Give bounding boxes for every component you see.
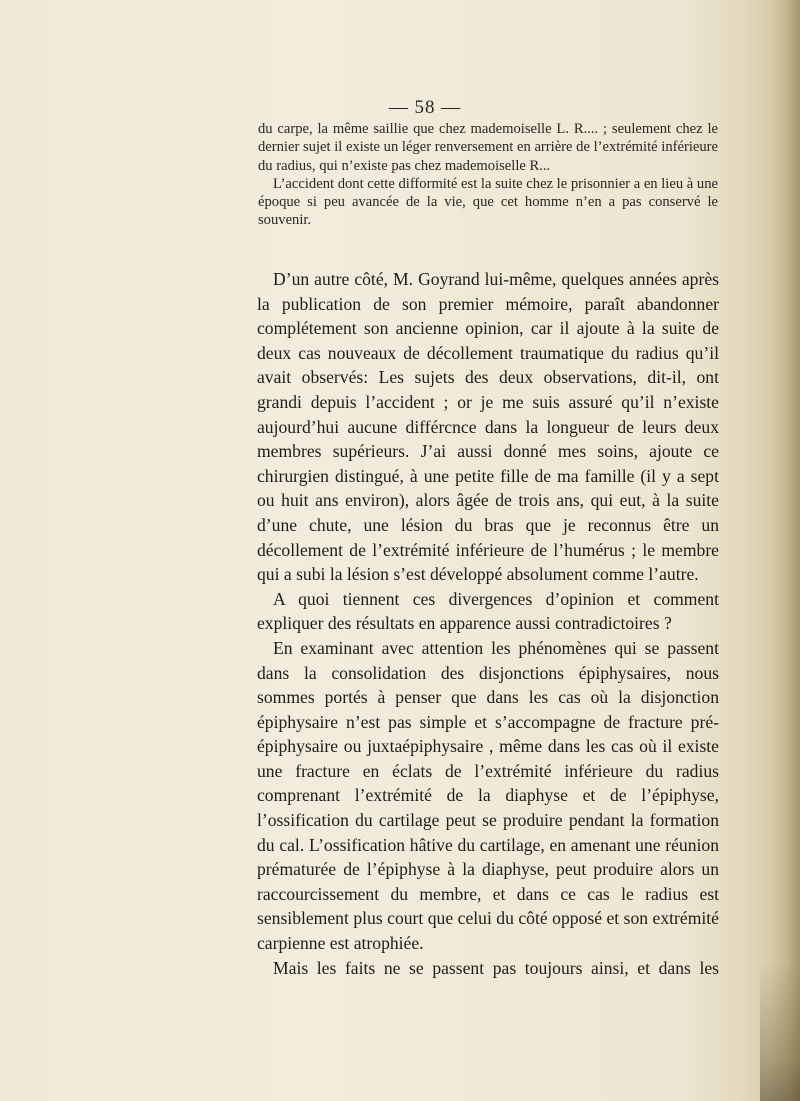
body-paragraph: D’un autre côté, M. Goyrand lui-même, quelques années après la publication de son premier mémoire, paraît abandonner complétement son ancienne opinion, car il ajoute à la suite de deux cas nouveaux de décollement traumatique du radius qu’il avait observés: Les sujets des deux observations, dit-il, ont grandi depuis l’accident ; or je me suis assuré qu’il n’existe aujourd’hui aucune différcnce dans la longueur de leurs deux membres supérieurs. J’ai aussi donné mes soins, ajoute ce chirurgien distingué, à une petite fille de ma famille (il y a sept ou huit ans environ), alors âgée de trois ans, qui eut, à la suite d’une chute, une lésion du bras que je reconnus être un décollement de l’extrémité inférieure de l’humérus ; le membre qui a subi la lésion s’est développé absolument comme l’autre. <box>257 269 719 585</box>
page-edge-shadow <box>770 0 800 1101</box>
page-number: — 58 — <box>388 97 462 118</box>
observation-paragraph: du carpe, la même saillie que chez mademoiselle L. R.... ; seulement chez le dernier sujet il existe un léger renversement en arrière de l’extrémité inférieure du radius, qui n’existe pas chez mademoiselle R... <box>258 121 718 174</box>
observation-paragraph: L’accident dont cette difformité est la suite chez le prisonnier a en lieu à une époque si peu avancée de la vie, que cet homme n’en a pas conservé le souvenir. <box>258 175 718 229</box>
quoted-observation <box>258 120 718 230</box>
body-paragraph: En examinant avec attention les phénomènes qui se passent dans la consolidation des disjonctions épiphysaires, nous sommes portés à penser que dans les cas où la disjonction épiphysaire n’est pas simple et s’accompagne de fracture pré-épiphysaire ou juxtaépiphysaire , même dans les cas où il existe une fracture en éclats de l’extrémité inférieure du radius comprenant l’extrémité de la diaphyse et de l’épiphyse, l’ossification du cartilage peut se produire pendant la formation du cal. L’ossification hâtive du cartilage, en amenant une réunion prématurée de l’épiphyse à la diaphyse, peut produire alors un raccourcissement du membre, et dans ce cas le radius est sensiblement plus court que celui du côté opposé et son extrémité carpienne est atrophiée. <box>257 637 719 954</box>
body-text <box>257 267 719 980</box>
body-paragraph: Mais les faits ne se passent pas toujours ainsi, et dans les <box>273 957 719 978</box>
body-paragraph: A quoi tiennent ces divergences d’opinion et comment expliquer des résultats en apparence aussi contradictoires ? <box>257 588 719 634</box>
page-corner-stain <box>760 960 800 1101</box>
